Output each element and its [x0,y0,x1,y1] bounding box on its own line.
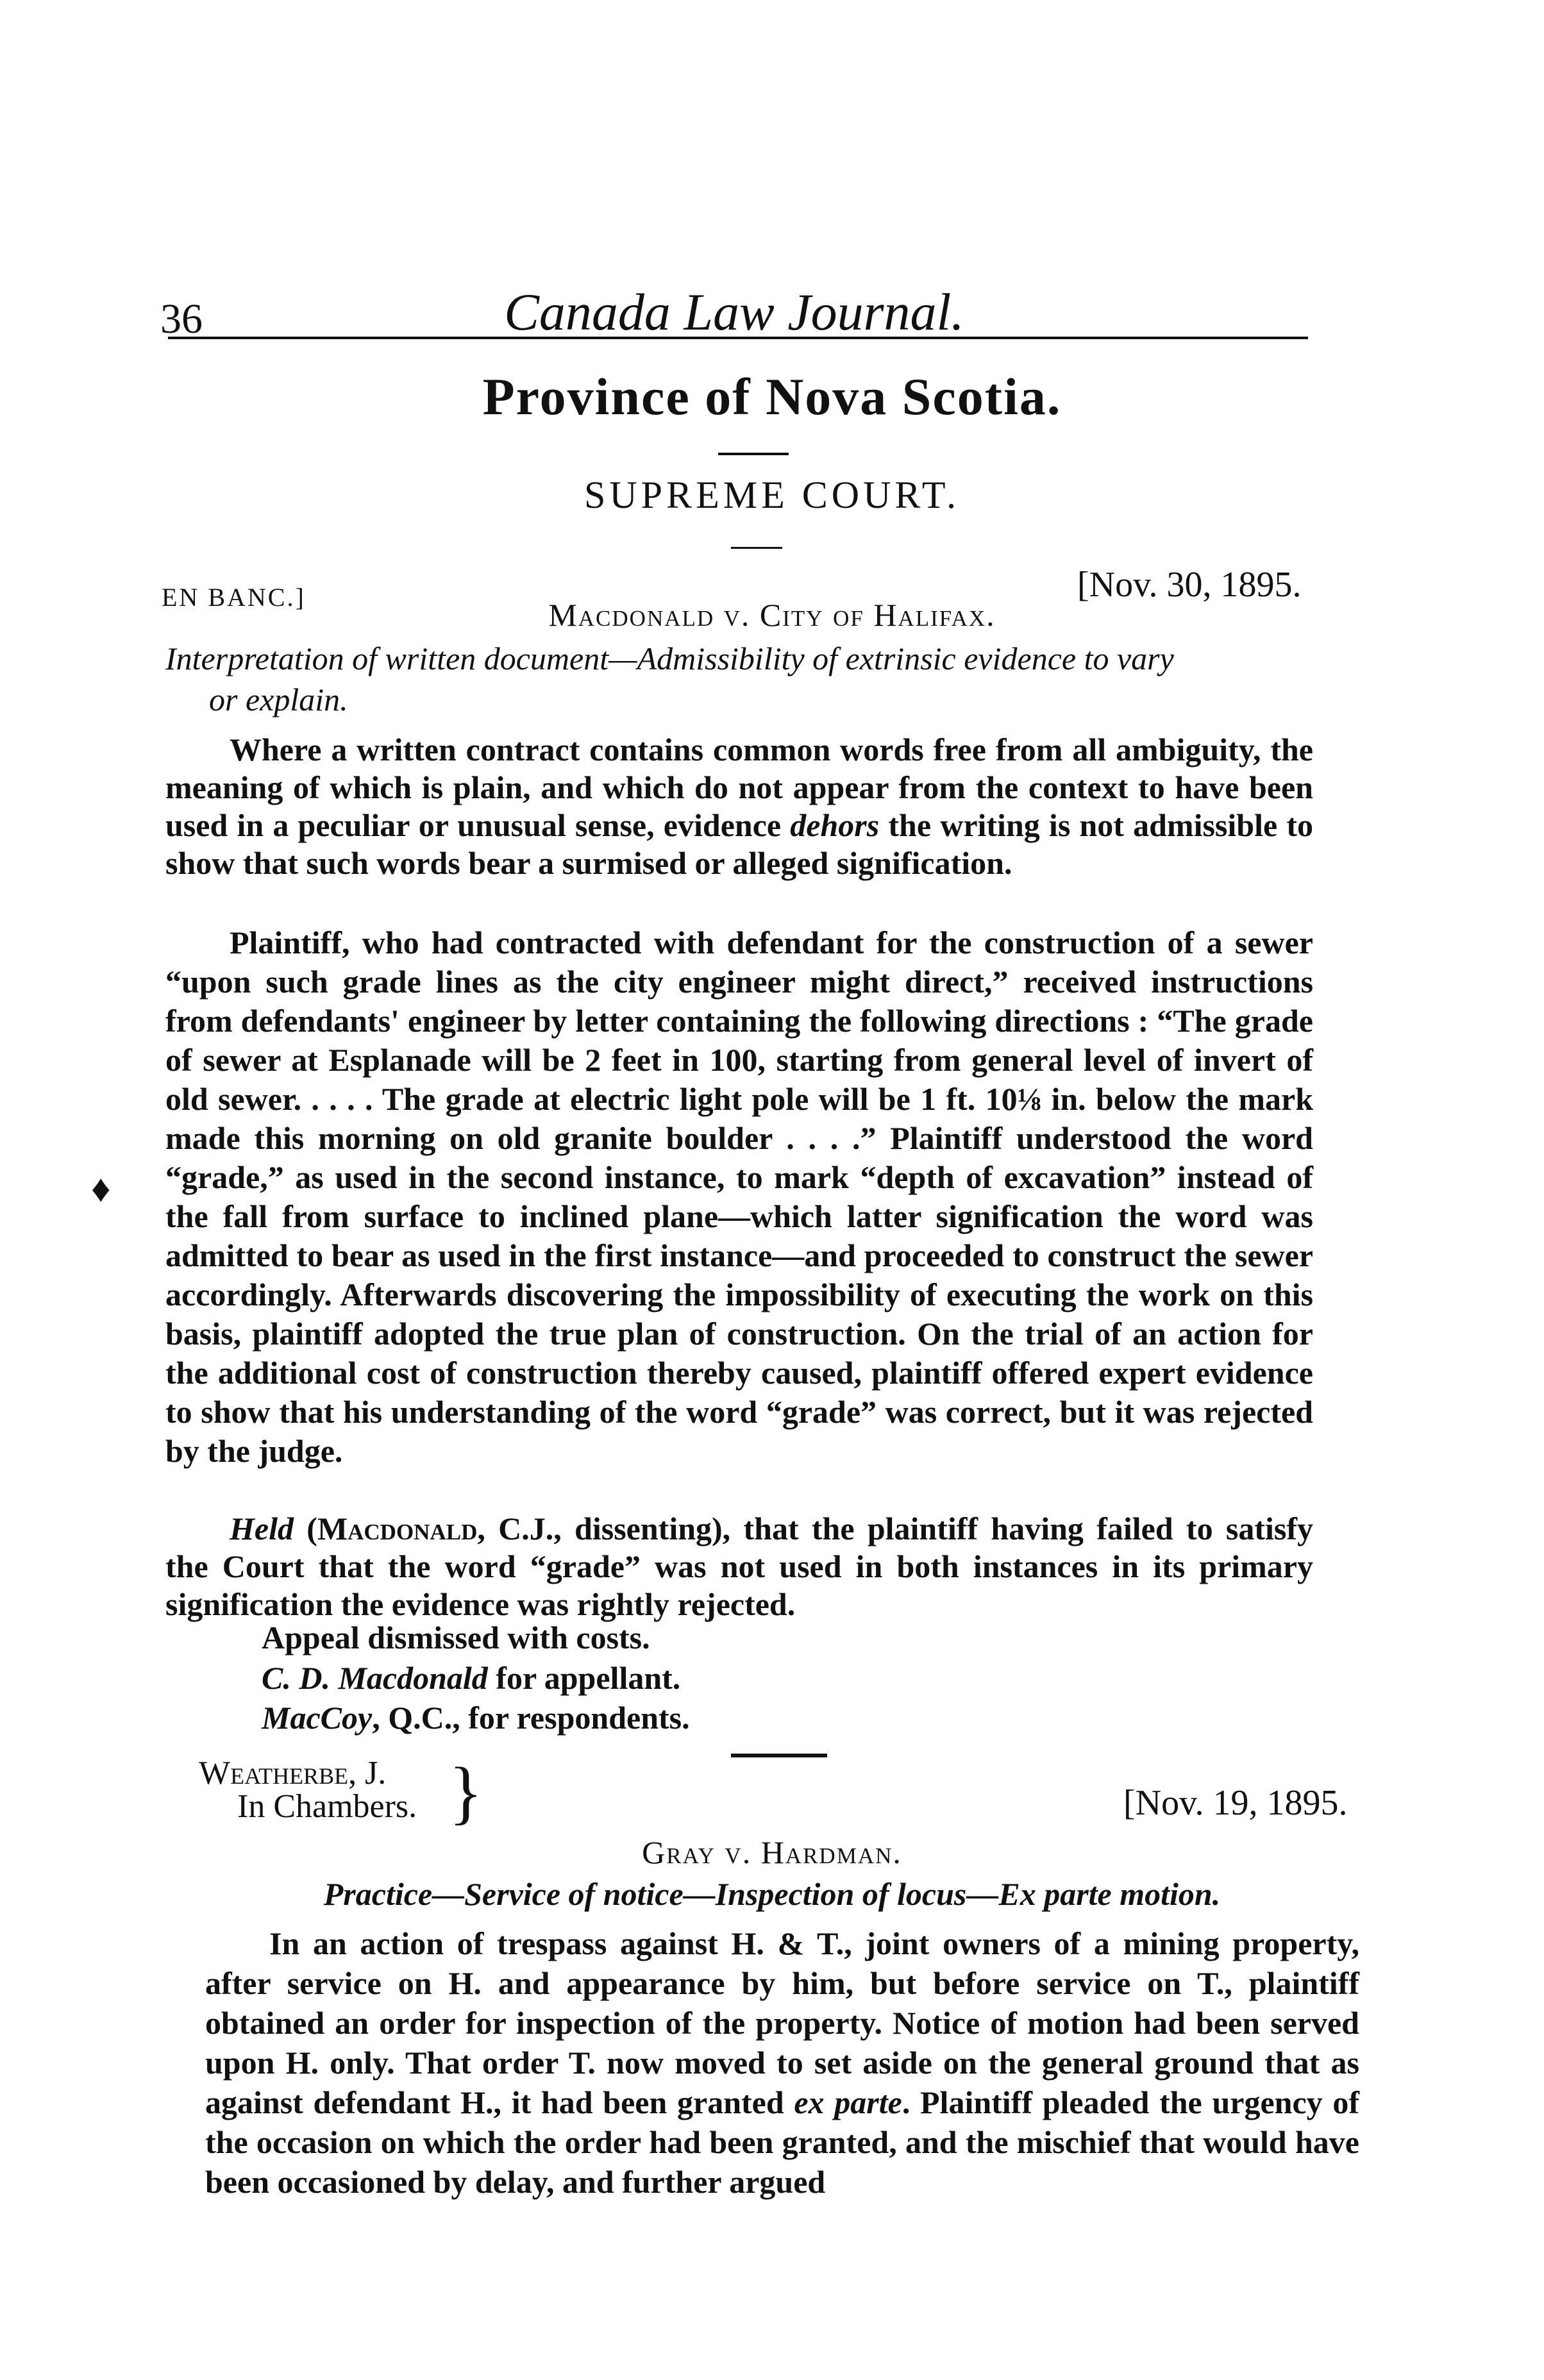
paragraph-text-italic: dehors [790,807,880,843]
counsel-name: MacCoy [262,1700,373,1736]
counsel-name: C. D. Macdonald [262,1660,488,1696]
journal-title: Canada Law Journal. [504,283,964,341]
judge-name: Weatherbe, J. [199,1755,387,1791]
judge-block [199,1753,483,1831]
court-heading: SUPREME COURT. [583,474,961,516]
paragraph-text: ( [293,1511,317,1546]
paragraph-text: Where a written contract contains common words free from all ambiguity, the meaning of which is plain, and which do not appear from the context to have been used in a peculiar or unusual sense, evidence [165,732,1313,843]
paragraph-text-italic: ex parte [794,2084,902,2120]
section-rule [731,547,782,549]
section-rule [731,1754,827,1757]
paragraph [165,923,1313,1471]
case-title: Gray v. Hardman. [642,1834,902,1870]
counsel-line [262,1659,680,1697]
paragraph [165,731,1313,882]
paragraph [205,1923,1359,2202]
headnote-line: or explain. [209,682,348,717]
chambers-label: In Chambers. [237,1788,417,1825]
paragraph-text: . Plaintiff pleaded the urgency of the occasion on which the order had been granted, and the mischief that would have been occasioned by delay, and further argued [205,2084,1360,2200]
headnote-line: Interpretation of written document—Admissibility of extrinsic evidence to vary [165,641,1174,676]
case-title: Macdonald v. City of Halifax. [548,597,996,633]
paragraph-text: the writing is not admissible to show that such words bear a surmised or alleged signification. [165,807,1313,881]
margin-mark: ♦ [91,1168,111,1210]
province-heading: Province of Nova Scotia. [482,367,1062,426]
case-date: [Nov. 19, 1895. [1123,1783,1348,1823]
headnote: Practice—Service of notice—Inspection of locus—Ex parte motion. [323,1876,1221,1912]
counsel-role: for appellant. [487,1660,681,1696]
judge-name: Macdonald [317,1511,478,1546]
case-date: [Nov. 30, 1895. [1077,565,1302,605]
counsel-line [262,1699,690,1736]
counsel-role: , Q.C., for respondents. [372,1700,690,1736]
headnote [165,638,1313,720]
section-rule [718,453,789,455]
brace-mark: } [449,1753,483,1831]
bench-label: EN BANC.] [162,583,306,612]
paragraph-text: In an action of trespass against H. & T., joint owners of a mining property, after service on H. and appearance by him, but before service on T., plaintiff obtained an order for inspection of the property. Notice of motion had been served upon H. only. That order T. now moved to set aside on the general ground that as against defendant H., it had been granted [205,1925,1359,2120]
disposition: Appeal dismissed with costs. [262,1620,650,1655]
paragraph [165,1510,1313,1623]
paragraph-text: Plaintiff, who had contracted with defendant for the construction of a sewer “upon such grade lines as the city engineer might direct,” received instructions from defendants' engineer by letter containing the following directions : “The grade of sewer at Esplanade will be 2 feet in 100, starting from general level of invert of old sewer. . . . . The grade at electric light pole will be 1 ft. 10⅛ in. below the mark made this morning on old granite boulder . . . .” Plaintiff understood the word “grade,” as used in the second instance, to mark “depth of excavation” instead of the fall from surface to inclined plane—which latter signification the word was admitted to bear as used in the first instance—and proceeded to construct the sewer accordingly. Afterwards discovering the impossibility of executing the work on this basis, plaintiff adopted the true plan of construction. On the trial of an action for the additional cost of construction thereby caused, plaintiff offered expert evidence to show that his understanding of the word “grade” was correct, but it was rejected by the judge. [165,925,1313,1469]
held-label: Held [230,1511,294,1546]
page-number: 36 [160,296,203,342]
header-rule [168,337,1308,339]
paragraph-text: , C.J., dissenting), that the plaintiff having failed to satisfy the Court that the word “grade” was not used in both instances in its primary signification the evidence was rightly rejected. [165,1511,1313,1622]
running-head [160,282,1308,353]
